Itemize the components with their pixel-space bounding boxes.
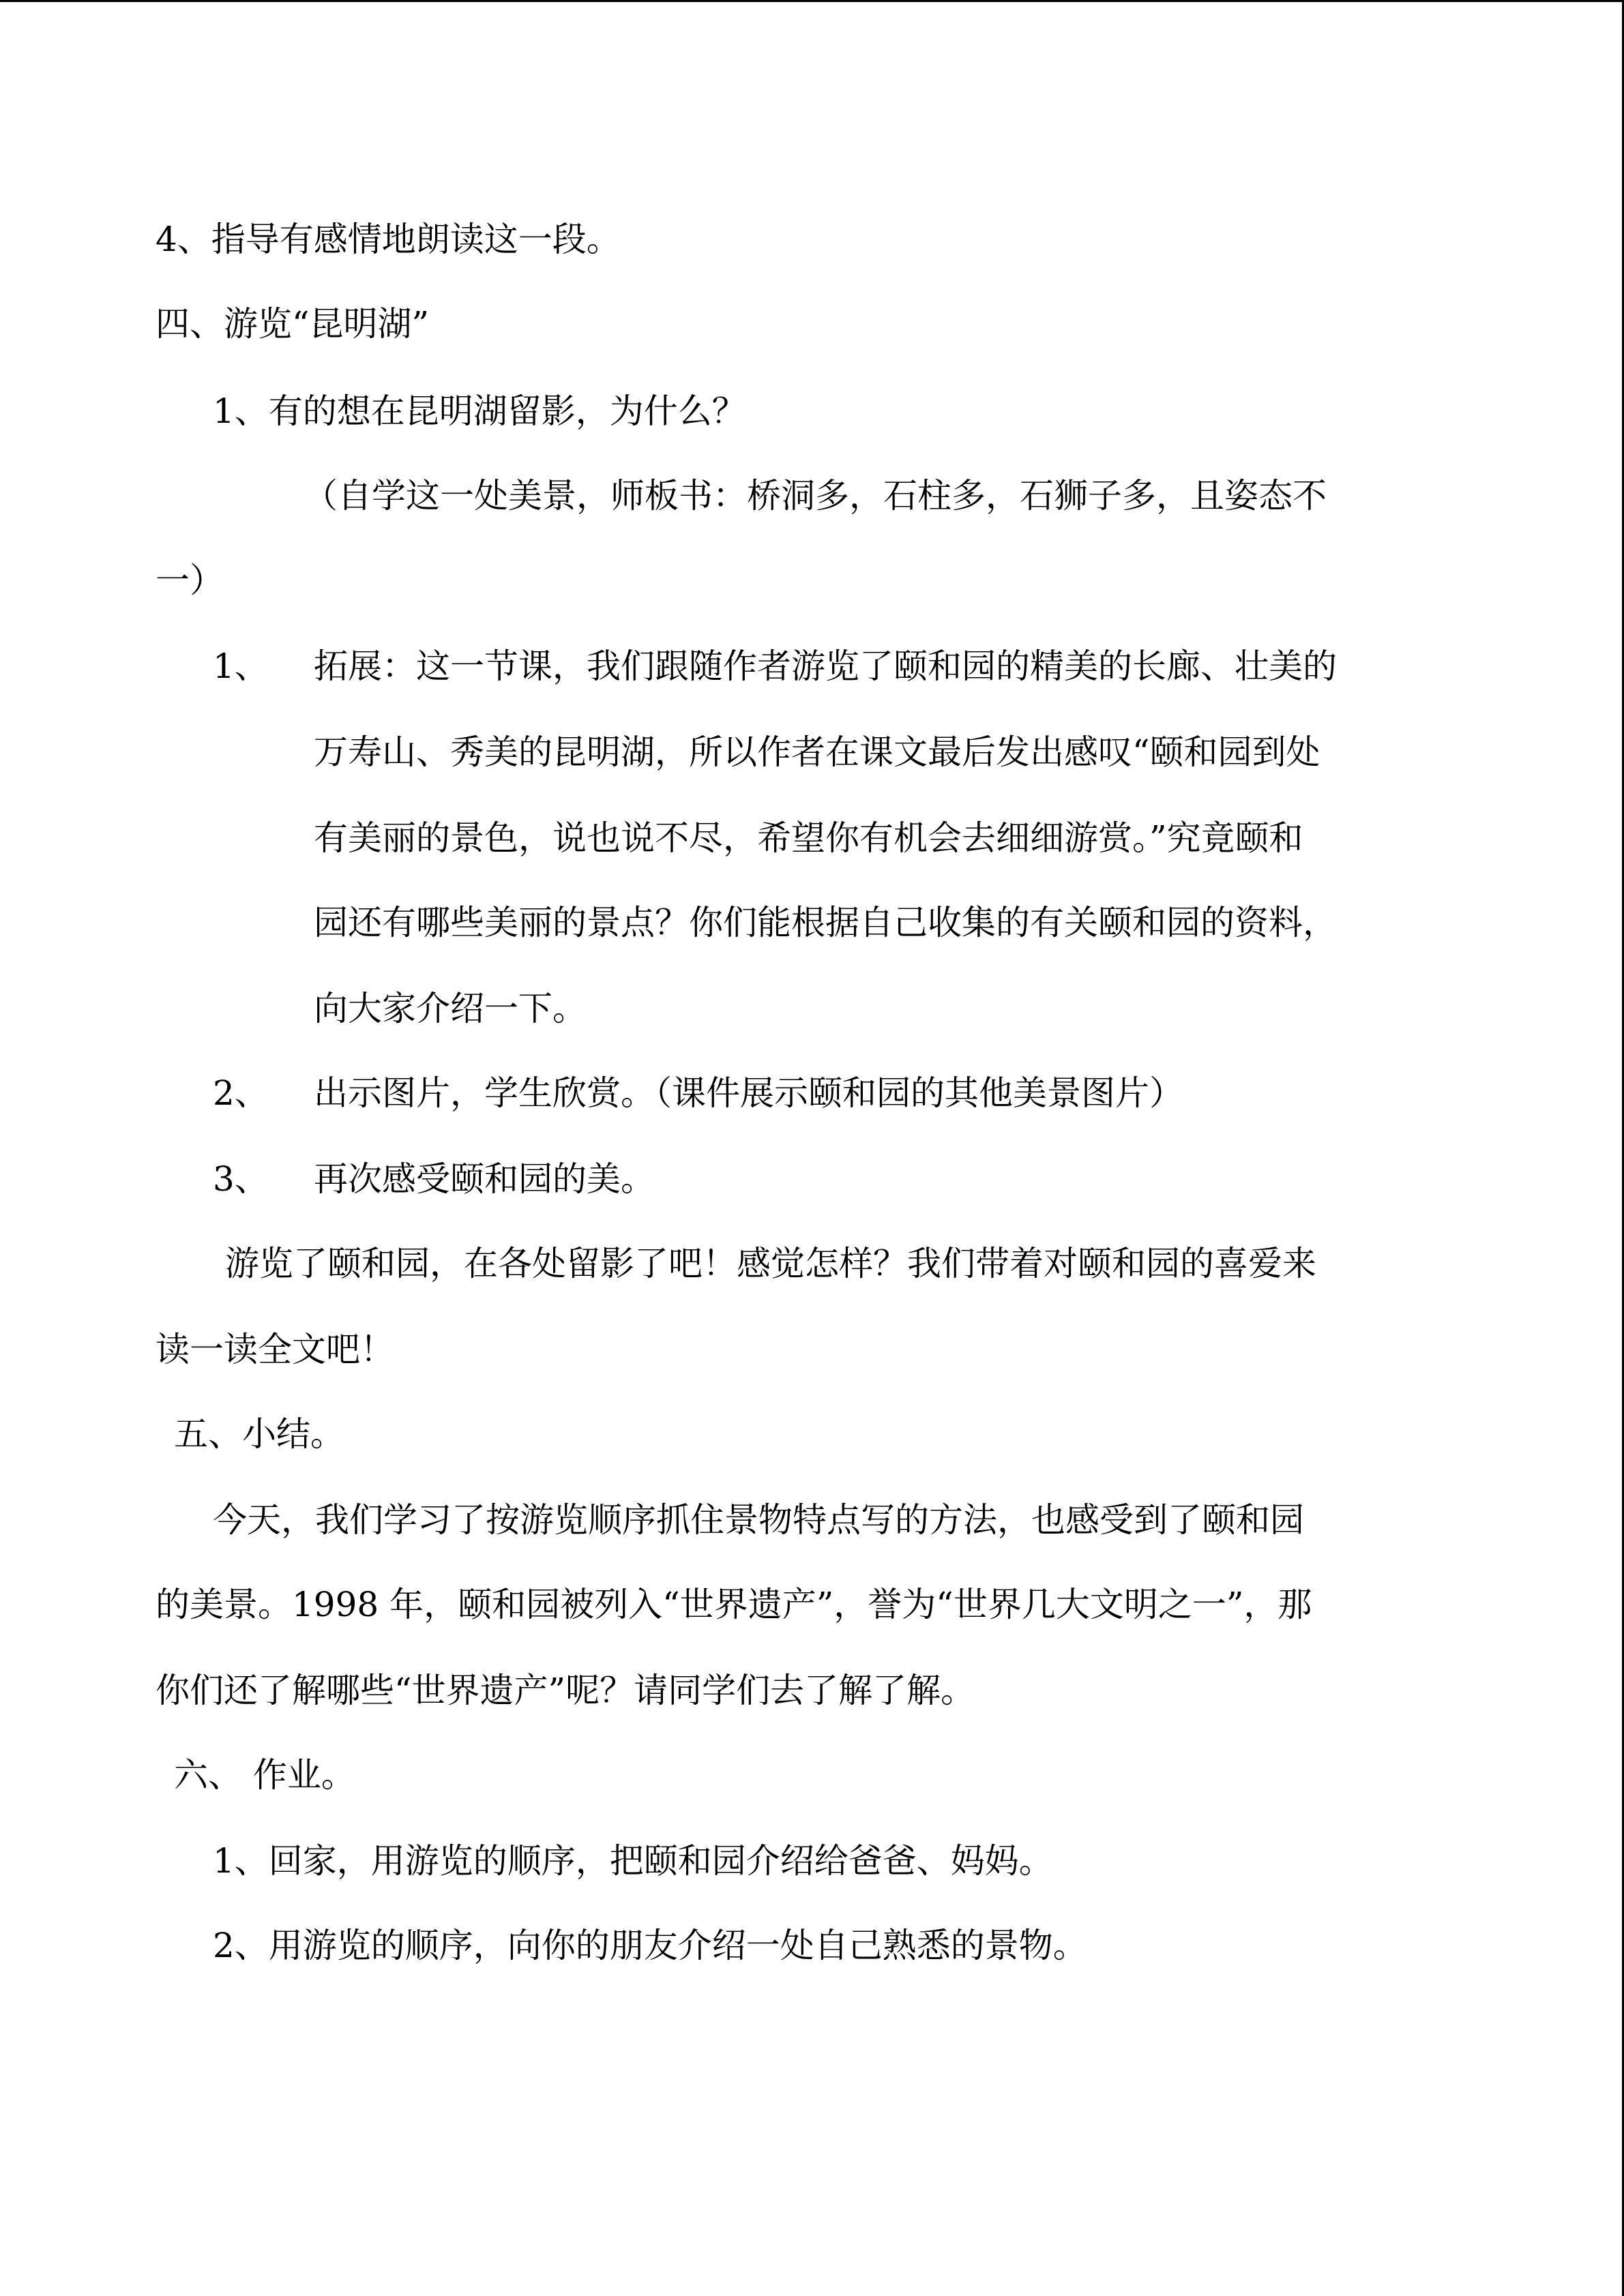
text-line: 读一读全文吧！ (156, 1330, 394, 1369)
text-line: 有美丽的景色，说也说不尽，希望你有机会去细细游赏。”究竟颐和 (314, 818, 1303, 858)
text-line: （自学这一处美景，师板书：桥洞多，石柱多，石狮子多，且姿态不 (304, 476, 1327, 516)
text-line: 4、指导有感情地朗读这一段。 (156, 220, 621, 259)
text-line: 的美景。1998 年，颐和园被列入“世界遗产”，誉为“世界几大文明之一”，那 (156, 1585, 1312, 1624)
text-line: 今天，我们学习了按游览顺序抓住景物特点写的方法，也感受到了颐和园 (213, 1500, 1304, 1540)
text-line: 再次感受颐和园的美。 (314, 1159, 655, 1199)
text-line: 出示图片，学生欣赏。（课件展示颐和园的其他美景图片） (314, 1073, 1183, 1113)
list-number: 3、 (213, 1159, 269, 1199)
text-line: 拓展：这一节课，我们跟随作者游览了颐和园的精美的长廊、壮美的 (314, 646, 1337, 686)
text-line: 园还有哪些美丽的景点？你们能根据自己收集的有关颐和园的资料， (314, 903, 1337, 942)
text-line: 游览了颐和园，在各处留影了吧！感觉怎样？我们带着对颐和园的喜爱来 (225, 1244, 1316, 1283)
text-line: 1、回家，用游览的顺序，把颐和园介绍给爸爸、妈妈。 (213, 1841, 1053, 1881)
list-number: 1、 (213, 646, 269, 686)
text-line: 一） (156, 561, 224, 600)
section-heading: 五、小结。 (174, 1414, 344, 1454)
list-number: 2、 (213, 1073, 269, 1113)
text-line: 向大家介绍一下。 (314, 989, 587, 1028)
text-line: 2、用游览的顺序，向你的朋友介绍一处自己熟悉的景物。 (213, 1926, 1087, 1965)
section-heading: 四、游览“昆明湖” (156, 304, 430, 344)
text-line: 万寿山、秀美的昆明湖，所以作者在课文最后发出感叹“颐和园到处 (314, 732, 1320, 772)
section-heading: 六、 作业。 (174, 1755, 355, 1795)
text-line: 1、有的想在昆明湖留影，为什么？ (213, 391, 746, 431)
text-line: 你们还了解哪些“世界遗产”呢？请同学们去了解了解。 (156, 1671, 975, 1710)
